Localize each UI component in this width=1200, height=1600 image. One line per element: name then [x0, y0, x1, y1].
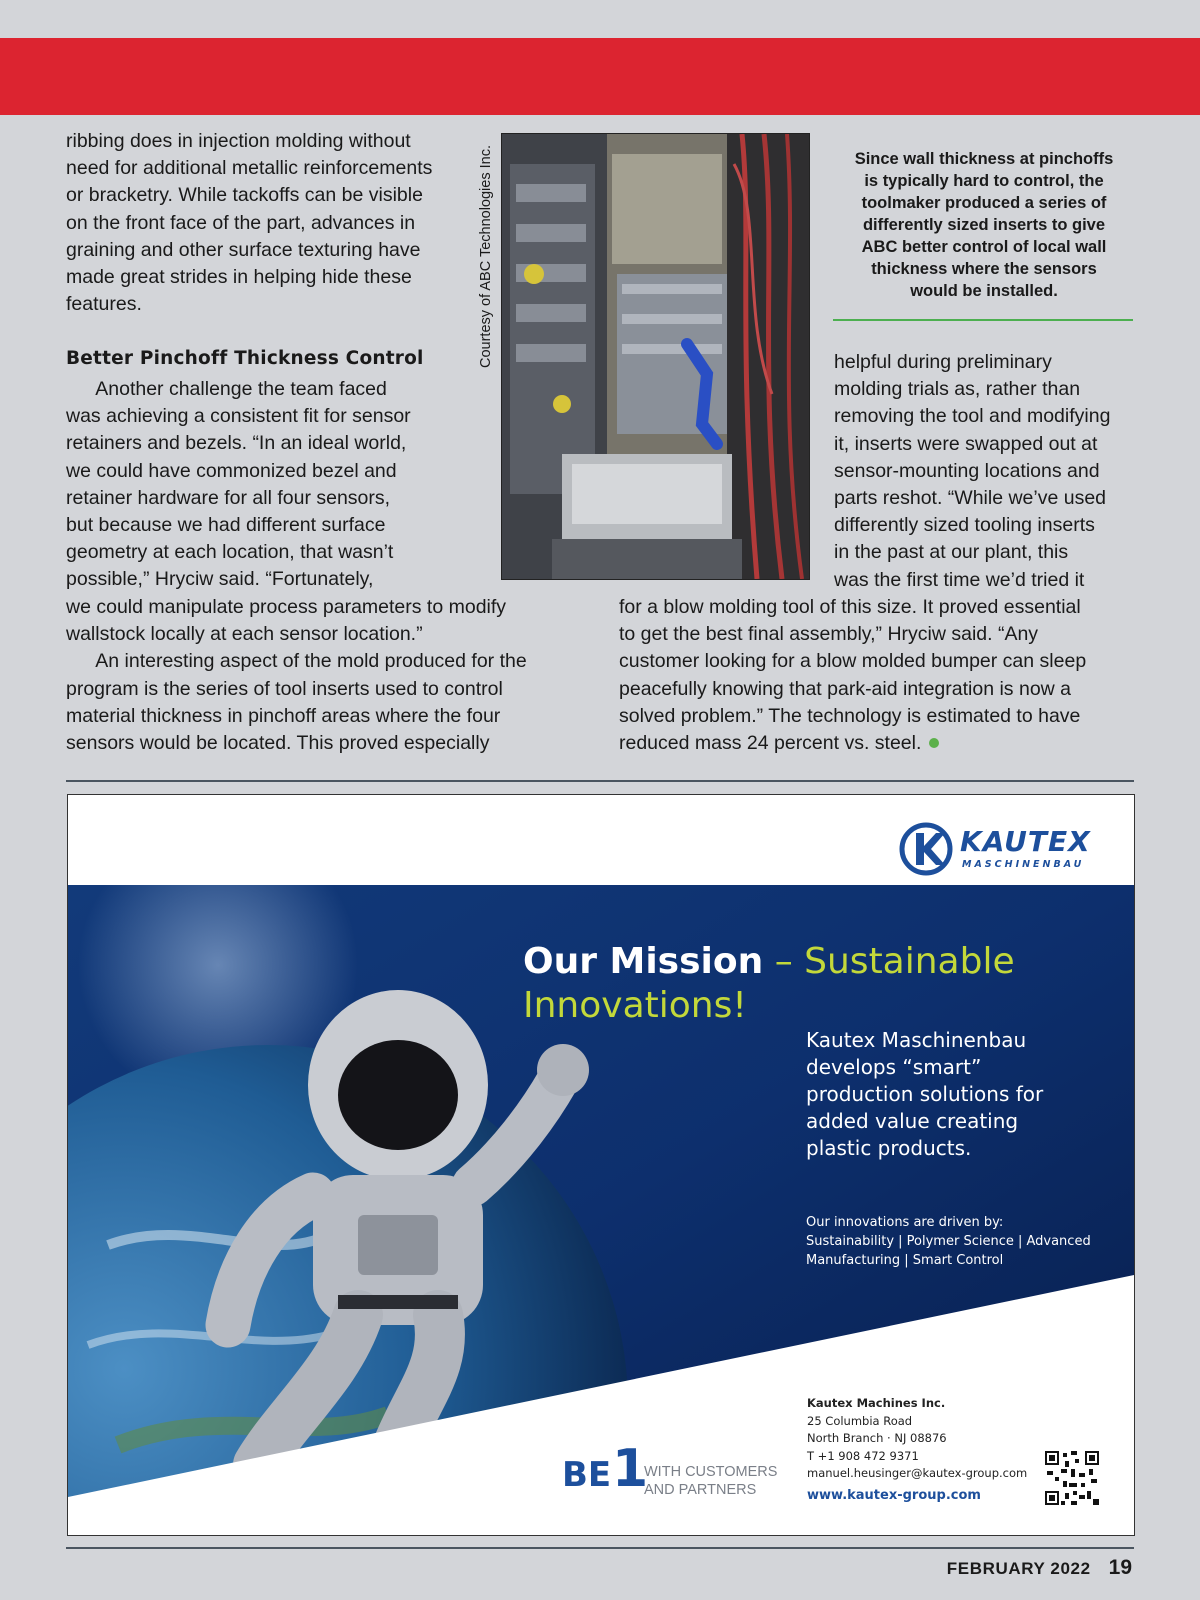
text-line: retainer hardware for all four sensors, — [66, 486, 391, 509]
caption-divider — [833, 319, 1133, 321]
drivers-line: Our innovations are driven by: — [806, 1215, 1004, 1230]
text-line — [619, 730, 1086, 757]
caption-line: thickness where the sensors — [871, 260, 1097, 278]
text-line: but because we had different surface — [66, 514, 386, 537]
article-col1-bottom — [66, 594, 527, 757]
article-col1-top — [66, 128, 432, 318]
contact-line: 25 Columbia Road — [807, 1413, 913, 1428]
text-line: ribbing does in injection molding without — [66, 130, 411, 152]
caption-line: would be installed. — [910, 282, 1058, 300]
be1-tagline-line: AND PARTNERS — [644, 1482, 757, 1498]
text-line: features. — [66, 293, 142, 316]
contact-line: North Branch · NJ 08876 — [807, 1431, 947, 1446]
factory-photo-illustration — [502, 134, 809, 579]
text-line: possible,” Hryciw said. “Fortunately, — [66, 568, 374, 591]
text-line: in the past at our plant, this — [834, 541, 1069, 564]
text-line: made great strides in helping hide these — [66, 266, 412, 289]
be1-logo — [562, 1441, 782, 1501]
logo-wordmark: KAUTEX — [960, 825, 1091, 858]
top-red-bar — [0, 38, 1200, 115]
desc-line: Kautex Maschinenbau — [806, 1028, 1027, 1052]
end-of-article-dot-icon — [929, 738, 939, 748]
text-line: need for additional metallic reinforcements — [66, 157, 433, 180]
caption-line: is typically hard to control, the — [864, 172, 1104, 190]
headline-bold: Our Mission — [523, 941, 764, 982]
page-footer — [947, 1556, 1132, 1580]
text-line: we could have commonized bezel and — [66, 459, 397, 482]
text-line: to get the best final assembly,” Hryciw said. “Any — [619, 623, 1039, 646]
ad-headline — [523, 940, 1015, 1028]
photo-credit-text: Courtesy of ABC Technologies Inc. — [478, 145, 494, 368]
text-line: on the front face of the part, advances in — [66, 211, 416, 234]
ad-contact-block — [807, 1395, 1027, 1505]
desc-line: production solutions for — [806, 1082, 1044, 1106]
text-line: for a blow molding tool of this size. It proved essential — [619, 596, 1081, 618]
text-line: retainers and bezels. “In an ideal world, — [66, 432, 407, 455]
contact-phone: T +1 908 472 9371 — [807, 1448, 919, 1463]
text-line: differently sized tooling inserts — [834, 514, 1095, 537]
caption-line: ABC better control of local wall — [861, 238, 1107, 256]
ad-top-rule — [66, 780, 1134, 782]
caption-line: Since wall thickness at pinchoffs — [854, 150, 1114, 168]
text-line: molding trials as, rather than — [834, 378, 1081, 401]
be1-text: BE — [562, 1455, 612, 1495]
text-line: customer looking for a blow molded bumper can sleep — [619, 650, 1087, 673]
text-line: removing the tool and modifying — [834, 405, 1111, 428]
article-col2-bottom — [619, 594, 1086, 757]
text-line: or bracketry. While tackoffs can be visible — [66, 184, 423, 207]
page-number: 19 — [1108, 1556, 1132, 1579]
contact-email[interactable]: manuel.heusinger@kautex-group.com — [807, 1466, 1028, 1481]
text-line: peacefully knowing that park-aid integration is now a — [619, 677, 1072, 700]
desc-line: added value creating — [806, 1109, 1019, 1133]
headline-green-2: Innovations! — [523, 985, 747, 1026]
text-line: An interesting aspect of the mold produced for the — [66, 650, 527, 673]
desc-line: plastic products. — [806, 1136, 972, 1160]
issue-date: FEBRUARY 2022 — [946, 1559, 1091, 1578]
text-line: material thickness in pinchoff areas where the four — [66, 704, 501, 727]
photo-caption — [834, 148, 1134, 302]
drivers-line: Manufacturing | Smart Control — [806, 1253, 1004, 1268]
article-col2-mid — [834, 349, 1110, 594]
kautex-advertisement — [67, 794, 1135, 1536]
text-line: sensor-mounting locations and — [834, 459, 1100, 482]
text-line: wallstock locally at each sensor location.” — [66, 623, 423, 646]
contact-company: Kautex Machines Inc. — [807, 1396, 946, 1410]
footer-rule — [66, 1547, 1134, 1549]
text-line: sensors would be located. This proved especially — [66, 732, 490, 755]
ad-description — [806, 1027, 1096, 1162]
be1-tagline — [644, 1463, 777, 1499]
text-line: geometry at each location, that wasn’t — [66, 541, 394, 564]
headline-green-1: Sustainable — [804, 941, 1015, 982]
last-line-text: reduced mass 24 percent vs. steel. — [619, 732, 922, 755]
ad-drivers — [806, 1213, 1106, 1270]
text-line: was achieving a consistent fit for sensor — [66, 405, 411, 428]
qr-code-icon — [1043, 1449, 1101, 1507]
text-line: Another challenge the team faced — [66, 378, 387, 400]
text-line: parts reshot. “While we’ve used — [834, 487, 1107, 510]
section-heading: Better Pinchoff Thickness Control — [66, 348, 424, 369]
article-col1-mid — [66, 376, 411, 594]
logo-subtitle: MASCHINENBAU — [962, 859, 1085, 870]
text-line: graining and other surface texturing have — [66, 238, 421, 261]
text-line: we could manipulate process parameters to modify — [66, 596, 507, 618]
be1-number: 1 — [612, 1439, 649, 1499]
desc-line: develops “smart” — [806, 1055, 982, 1079]
contact-website-link[interactable]: www.kautex-group.com — [807, 1487, 981, 1503]
text-line: program is the series of tool inserts used to control — [66, 677, 503, 700]
text-line: solved problem.” The technology is estimated to have — [619, 704, 1081, 727]
factory-photo — [501, 133, 810, 580]
caption-line: toolmaker produced a series of — [861, 194, 1107, 212]
headline-dash: – — [763, 941, 805, 982]
photo-credit — [478, 134, 492, 384]
drivers-line: Sustainability | Polymer Science | Advanced — [806, 1234, 1091, 1249]
kautex-logo — [898, 819, 1108, 879]
caption-line: differently sized inserts to give — [862, 216, 1106, 234]
text-line: helpful during preliminary — [834, 351, 1052, 373]
text-line: was the first time we’d tried it — [834, 568, 1085, 591]
text-line: it, inserts were swapped out at — [834, 432, 1098, 455]
be1-tagline-line: WITH CUSTOMERS — [644, 1464, 778, 1480]
